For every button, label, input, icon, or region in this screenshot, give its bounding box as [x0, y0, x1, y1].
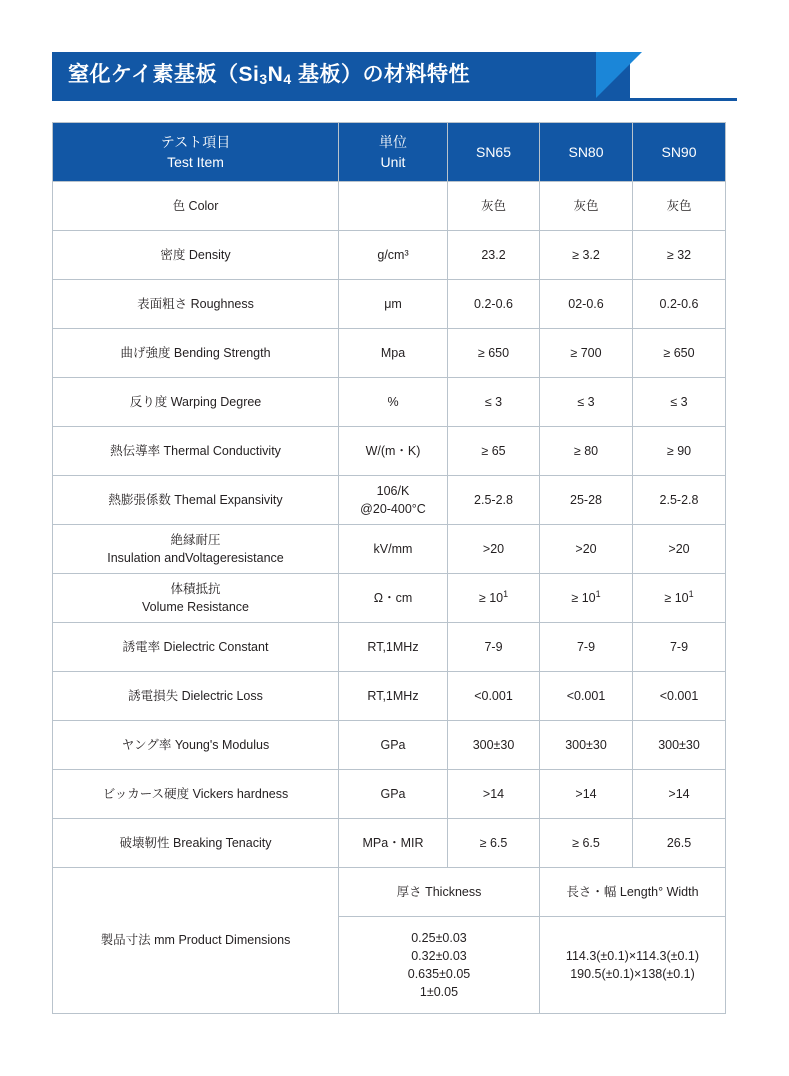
row-value-sn65: 7-9 — [448, 623, 540, 672]
row-unit: GPa — [339, 721, 448, 770]
thickness-value: 0.25±0.03 — [411, 930, 467, 945]
header-underline — [52, 98, 737, 101]
table-row — [53, 231, 726, 280]
header-test-item-en: Test Item — [167, 154, 224, 170]
header-sn65: SN65 — [448, 123, 540, 182]
table-row — [53, 770, 726, 819]
row-value-sn90: >14 — [633, 770, 726, 819]
dimensions-length-header: 長さ・幅 Length° Width — [540, 868, 726, 917]
row-item — [53, 525, 339, 574]
row-value-sn65: ≥ 650 — [448, 329, 540, 378]
row-value-sn65: 300±30 — [448, 721, 540, 770]
row-value-sn65: >20 — [448, 525, 540, 574]
row-value-sn65: ≥ 65 — [448, 427, 540, 476]
row-unit-line2: @20-400°C — [360, 502, 426, 516]
row-unit: MPa・MIR — [339, 819, 448, 868]
row-value-sn90: 0.2-0.6 — [633, 280, 726, 329]
table-row — [53, 378, 726, 427]
table-row — [53, 623, 726, 672]
row-unit: kV/mm — [339, 525, 448, 574]
row-item: 曲げ強度 Bending Strength — [53, 329, 339, 378]
row-value-sn65: ≤ 3 — [448, 378, 540, 427]
table-row — [53, 182, 726, 231]
dimensions-length-values — [540, 917, 726, 1014]
row-item-line2: Insulation andVoltageresistance — [107, 551, 284, 565]
row-value-sn80: 02-0.6 — [540, 280, 633, 329]
row-item: 密度 Density — [53, 231, 339, 280]
length-value: 190.5(±0.1)×138(±0.1) — [570, 967, 695, 981]
row-value-sn90: ≥ 650 — [633, 329, 726, 378]
row-value-sn80: <0.001 — [540, 672, 633, 721]
header-unit — [339, 123, 448, 182]
table-row — [53, 525, 726, 574]
table-row — [53, 721, 726, 770]
row-value-sn90: 2.5-2.8 — [633, 476, 726, 525]
row-unit — [339, 476, 448, 525]
row-value-sn80: ≤ 3 — [540, 378, 633, 427]
row-item-line1: 絶縁耐圧 — [170, 532, 221, 547]
row-value-sn90: >20 — [633, 525, 726, 574]
row-value-sn90: ≥ 90 — [633, 427, 726, 476]
dimensions-label-line1: 製品寸法 mm — [100, 933, 175, 948]
row-value-sn65 — [448, 574, 540, 623]
row-value-sn90: 26.5 — [633, 819, 726, 868]
row-item: 熱伝導率 Thermal Conductivity — [53, 427, 339, 476]
row-value-sn65: <0.001 — [448, 672, 540, 721]
dimensions-head-row — [53, 868, 726, 917]
row-value-sn80: ≥ 80 — [540, 427, 633, 476]
row-value-sn90-exponent: 1 — [688, 589, 694, 600]
row-unit: RT,1MHz — [339, 672, 448, 721]
table-head — [53, 123, 726, 182]
row-value-sn90-text: ≥ 10 — [664, 591, 689, 606]
header-unit-jp: 単位 — [379, 133, 407, 150]
row-unit-line1: 106/K — [376, 483, 410, 498]
row-value-sn80-exponent: 1 — [595, 589, 601, 600]
table-row — [53, 574, 726, 623]
row-item: 破壊靭性 Breaking Tenacity — [53, 819, 339, 868]
thickness-value: 0.635±0.05 — [407, 967, 471, 981]
material-properties-table — [52, 122, 726, 1014]
length-value: 114.3(±0.1)×114.3(±0.1) — [565, 948, 700, 963]
table-row — [53, 329, 726, 378]
row-unit: μm — [339, 280, 448, 329]
row-item: 誘電率 Dielectric Constant — [53, 623, 339, 672]
dimensions-thickness-values — [339, 917, 540, 1014]
row-value-sn65: >14 — [448, 770, 540, 819]
row-value-sn90: 300±30 — [633, 721, 726, 770]
row-unit: RT,1MHz — [339, 623, 448, 672]
header-test-item-jp: テスト項目 — [160, 133, 231, 150]
row-value-sn80: 300±30 — [540, 721, 633, 770]
table-row — [53, 476, 726, 525]
thickness-value: 0.32±0.03 — [411, 948, 467, 963]
row-unit: Mpa — [339, 329, 448, 378]
row-value-sn65: 灰色 — [448, 182, 540, 231]
row-value-sn80-text: ≥ 10 — [571, 591, 596, 606]
row-unit: W/(m・K) — [339, 427, 448, 476]
row-value-sn65: 2.5-2.8 — [448, 476, 540, 525]
dimensions-label — [53, 868, 339, 1014]
row-value-sn90: <0.001 — [633, 672, 726, 721]
header-accent-shape — [596, 52, 642, 98]
row-unit — [339, 182, 448, 231]
table-header-row — [53, 123, 726, 182]
header-sn80: SN80 — [540, 123, 633, 182]
page-title: 窒化ケイ素基板（$Si_3N_4$ 基板）の材料特性 — [68, 63, 470, 87]
row-value-sn90 — [633, 574, 726, 623]
row-item: 熱膨張係数 Themal Expansivity — [53, 476, 339, 525]
row-item-line1: 体積抵抗 — [170, 581, 221, 596]
header-sn90: SN90 — [633, 123, 726, 182]
table-row — [53, 819, 726, 868]
row-value-sn80: 25-28 — [540, 476, 633, 525]
thickness-value: 1±0.05 — [419, 985, 459, 1000]
row-item: 色 Color — [53, 182, 339, 231]
row-value-sn80: 灰色 — [540, 182, 633, 231]
row-value-sn80: 7-9 — [540, 623, 633, 672]
header-test-item — [53, 123, 339, 182]
dimensions-label-line2: Product Dimensions — [178, 933, 291, 948]
row-value-sn90: 7-9 — [633, 623, 726, 672]
row-value-sn80 — [540, 574, 633, 623]
header-unit-en: Unit — [380, 154, 406, 170]
row-value-sn90: 灰色 — [633, 182, 726, 231]
row-unit: Ω・cm — [339, 574, 448, 623]
row-value-sn65-text: ≥ 10 — [478, 591, 504, 606]
row-value-sn65-exponent: 1 — [503, 589, 509, 600]
table-row — [53, 427, 726, 476]
row-item: 誘電損失 Dielectric Loss — [53, 672, 339, 721]
row-value-sn80: >20 — [540, 525, 633, 574]
row-item — [53, 574, 339, 623]
row-value-sn90: ≤ 3 — [633, 378, 726, 427]
row-value-sn65: 0.2-0.6 — [448, 280, 540, 329]
row-item: ビッカース硬度 Vickers hardness — [53, 770, 339, 819]
row-value-sn80: ≥ 700 — [540, 329, 633, 378]
row-unit: g/cm³ — [339, 231, 448, 280]
row-value-sn90: ≥ 32 — [633, 231, 726, 280]
row-unit: % — [339, 378, 448, 427]
row-item: 表面粗さ Roughness — [53, 280, 339, 329]
dimensions-thickness-header: 厚さ Thickness — [339, 868, 540, 917]
spec-table-container — [52, 122, 725, 1014]
row-value-sn65: 23.2 — [448, 231, 540, 280]
row-item: ヤング率 Young's Modulus — [53, 721, 339, 770]
page-header — [0, 52, 789, 98]
row-item: 反り度 Warping Degree — [53, 378, 339, 427]
row-value-sn80: >14 — [540, 770, 633, 819]
row-item-line2: Volume Resistance — [141, 600, 249, 614]
table-row — [53, 280, 726, 329]
table-row — [53, 672, 726, 721]
row-value-sn80: ≥ 6.5 — [540, 819, 633, 868]
row-unit: GPa — [339, 770, 448, 819]
table-body — [53, 182, 726, 1014]
row-value-sn80: ≥ 3.2 — [540, 231, 633, 280]
row-value-sn65: ≥ 6.5 — [448, 819, 540, 868]
